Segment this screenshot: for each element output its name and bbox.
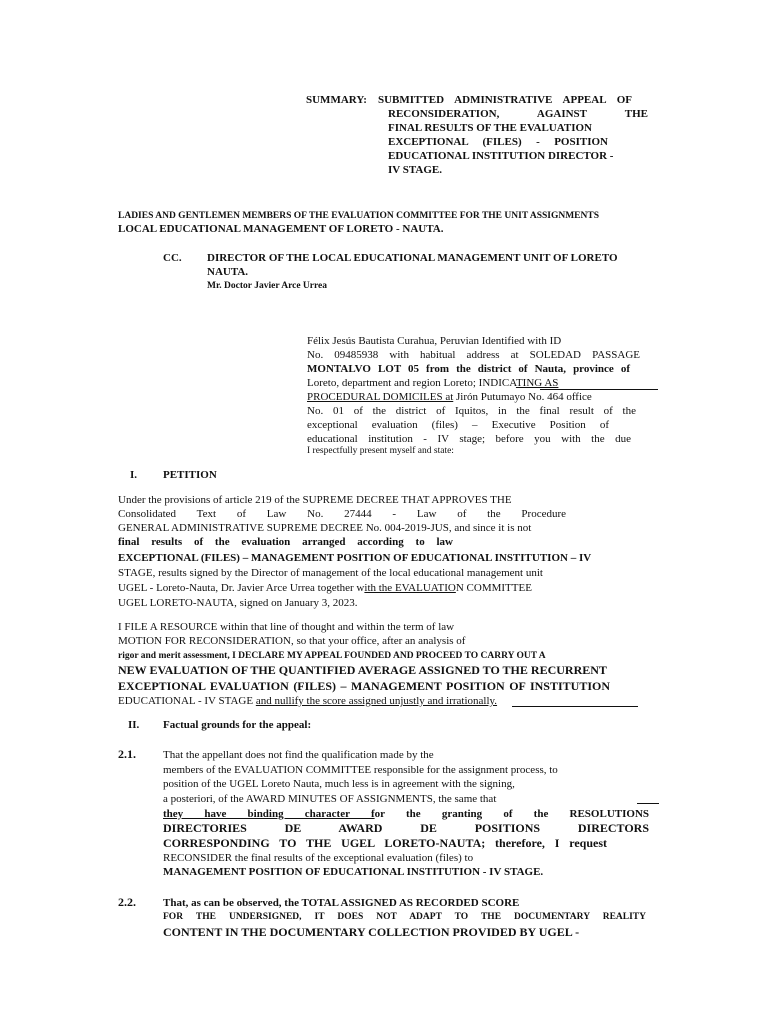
petition-p2-line-6 [118, 694, 497, 708]
petition-p2-line-6a: EDUCATIONAL - IV STAGE [118, 695, 256, 707]
petition-line-2: Consolidated Text of Law No. 27444 - Law of the Procedure [118, 508, 566, 520]
petition-p2-line-5: EXCEPTIONAL EVALUATION (FILES) – MANAGEMENT POSITION OF INSTITUTION [118, 679, 610, 693]
petition-p2-line-3 [118, 649, 618, 663]
summary-line-1: SUBMITTED ADMINISTRATIVE APPEAL OF [378, 94, 632, 106]
section-1-title: PETITION [163, 469, 217, 481]
intro-line-9: I respectfully present myself and state: [307, 446, 454, 456]
petition-line-5: EXCEPTIONAL (FILES) – MANAGEMENT POSITION OF EDUCATIONAL INSTITUTION – IV [118, 552, 592, 564]
petition-line-6: STAGE, results signed by the Director of management of the local educational management unit [118, 567, 543, 579]
intro-line-6: No. 01 of the district of Iquitos, in the final result of the [307, 405, 636, 417]
item-2-1-line-5a: they have binding character f [163, 808, 375, 820]
petition-p2-line-1: I FILE A RESOURCE within that line of thought and within the term of law [118, 621, 455, 633]
item-2-1-line-1: That the appellant does not find the qualification made by the [163, 749, 434, 761]
item-2-1-line-9: MANAGEMENT POSITION OF EDUCATIONAL INSTITUTION - IV STAGE. [163, 866, 544, 878]
petition-line-7b: ith the EVALUATIO [364, 582, 456, 594]
underline-rule [512, 706, 638, 707]
intro-line-4 [307, 376, 558, 390]
intro-line-5a: PROCEDURAL DOMICILES at [307, 391, 454, 403]
petition-line-8: UGEL LORETO-NAUTA, signed on January 3, 2023. [118, 597, 358, 609]
petition-line-7 [118, 581, 532, 595]
summary-line-5: EDUCATIONAL INSTITUTION DIRECTOR - [388, 150, 614, 162]
item-2-1-line-7: CORRESPONDING TO THE UGEL LORETO-NAUTA; therefore, I request [163, 836, 607, 850]
item-2-1-line-5 [163, 807, 649, 821]
petition-p2-line-6b: and nullify the score assigned unjustly and irrationally. [255, 695, 498, 707]
summary-label: SUMMARY: [306, 94, 367, 106]
addressee-line-1: LADIES AND GENTLEMEN MEMBERS OF THE EVALUATION COMMITTEE FOR THE UNIT ASSIGNMENTS [118, 211, 599, 221]
item-2-1-line-4: a posteriori, of the AWARD MINUTES OF ASSIGNMENTS, the same that [163, 793, 497, 805]
summary-line-6: IV STAGE. [388, 164, 443, 176]
item-2-2-line-3: CONTENT IN THE DOCUMENTARY COLLECTION PROVIDED BY UGEL - [163, 925, 580, 939]
intro-line-4b: TING AS [515, 377, 559, 389]
summary-line-4: EXCEPTIONAL (FILES) - POSITION [388, 136, 608, 148]
cc-line-2: NAUTA. [207, 266, 249, 278]
petition-p2-line-4: NEW EVALUATION OF THE QUANTIFIED AVERAGE ASSIGNED TO THE RECURRENT [118, 663, 607, 677]
intro-line-3: MONTALVO LOT 05 from the district of Nauta, province of [307, 363, 630, 375]
cc-line-3: Mr. Doctor Javier Arce Urrea [207, 281, 328, 291]
item-2-2-line-1: That, as can be observed, the TOTAL ASSIGNED AS RECORDED SCORE [163, 897, 520, 909]
addressee-line-2: LOCAL EDUCATIONAL MANAGEMENT OF LORETO - NAUTA. [118, 223, 444, 235]
underline-rule [637, 803, 659, 804]
item-2-1-line-3: position of the UGEL Loreto Nauta, much less is in agreement with the signing, [163, 778, 515, 790]
petition-line-7a: UGEL - Loreto-Nauta, Dr. Javier Arce Urrea together w [118, 582, 365, 594]
intro-line-5 [307, 390, 592, 404]
cc-line-1: DIRECTOR OF THE LOCAL EDUCATIONAL MANAGEMENT UNIT OF LORETO [207, 252, 618, 264]
petition-line-7c: N COMMITTEE [455, 582, 532, 594]
summary-line-2: RECONSIDERATION, AGAINST THE [388, 108, 648, 120]
item-2-1-line-2: members of the EVALUATION COMMITTEE responsible for the assignment process, to [163, 764, 558, 776]
intro-line-1: Félix Jesús Bautista Curahua, Peruvian Identified with ID [307, 335, 562, 347]
summary-line-3: FINAL RESULTS OF THE EVALUATION [388, 122, 592, 134]
petition-line-3: GENERAL ADMINISTRATIVE SUPREME DECREE No. 004-2019-JUS, and since it is not [118, 522, 532, 534]
item-2-1-line-5b: or the granting of the RESOLUTIONS [374, 808, 649, 820]
petition-line-1: Under the provisions of article 219 of the SUPREME DECREE THAT APPROVES THE [118, 494, 512, 506]
petition-p2-line-3b: I DECLARE MY APPEAL FOUNDED AND PROCEED TO CARRY OUT A [229, 651, 546, 661]
intro-line-4a: Loreto, department and region Loreto; INDICA [307, 377, 516, 389]
petition-p2-line-2: MOTION FOR RECONSIDERATION, so that your office, after an analysis of [118, 635, 466, 647]
item-2-1-line-8: RECONSIDER the final results of the exceptional evaluation (files) to [163, 852, 474, 864]
item-2-1-number: 2.1. [118, 747, 136, 761]
intro-line-5b: Jirón Putumayo No. 464 office [453, 391, 592, 403]
section-1-number: I. [130, 469, 138, 481]
item-2-1-line-6: DIRECTORIES DE AWARD DE POSITIONS DIRECTORS [163, 821, 649, 835]
section-2-title: Factual grounds for the appeal: [163, 719, 312, 731]
intro-line-7: exceptional evaluation (files) – Executive Position of [307, 419, 609, 431]
petition-p2-line-3a: rigor and merit assessment, [118, 651, 230, 661]
item-2-2-line-2: FOR THE UNDERSIGNED, IT DOES NOT ADAPT TO THE DOCUMENTARY REALITY [163, 912, 646, 922]
section-2-number: II. [128, 719, 140, 731]
petition-line-4: final results of the evaluation arranged according to law [118, 536, 453, 548]
intro-line-2: No. 09485938 with habitual address at SOLEDAD PASSAGE [307, 349, 640, 361]
intro-line-8: educational institution - IV stage; before you with the due [307, 433, 631, 445]
cc-label: CC. [163, 252, 182, 264]
item-2-2-number: 2.2. [118, 895, 136, 909]
